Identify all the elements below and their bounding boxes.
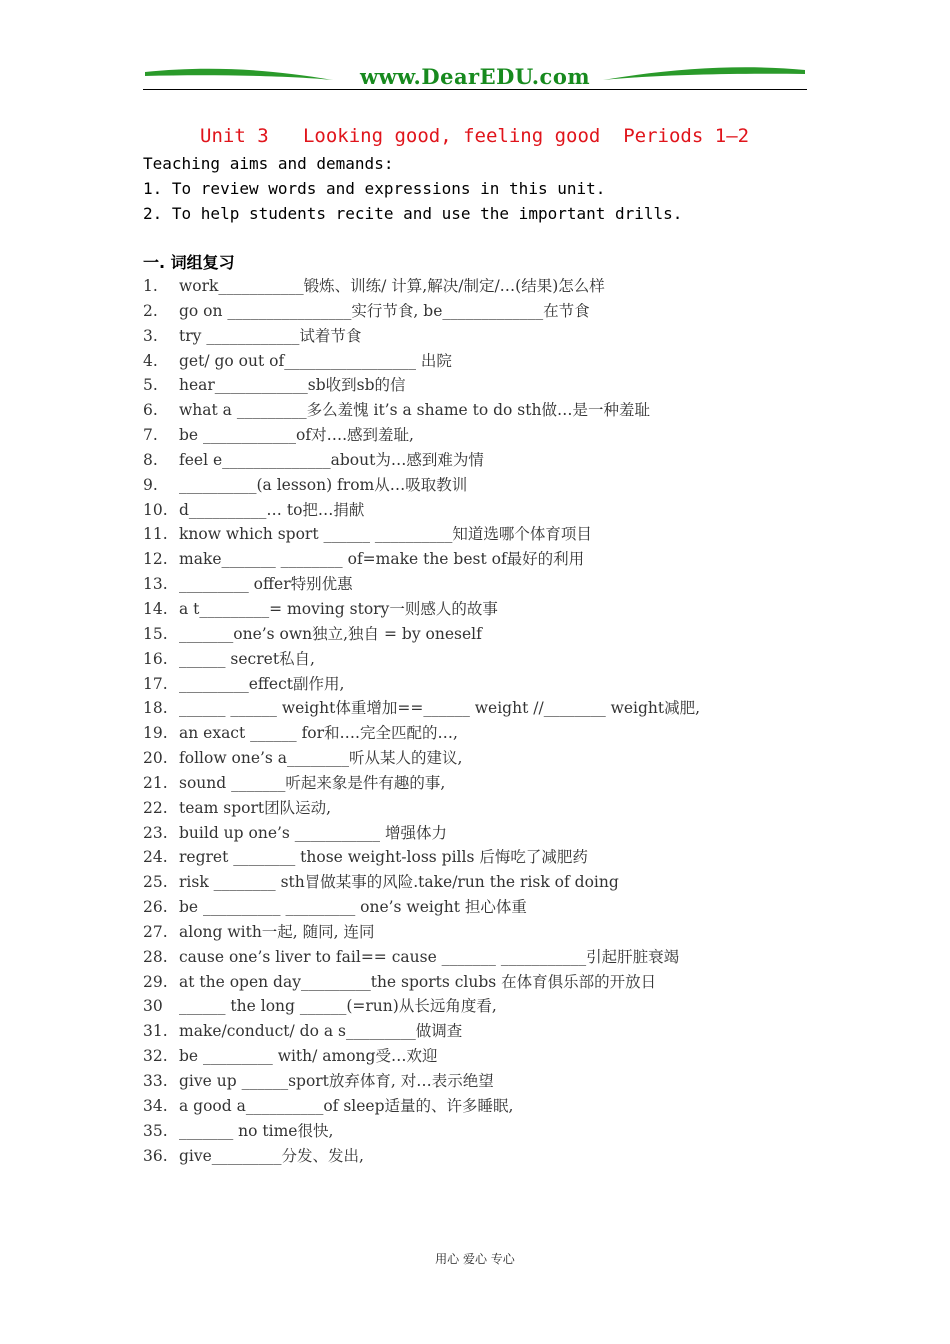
item-text: along with一起, 随同, 连同 (179, 922, 375, 941)
list-item (143, 994, 807, 1019)
list-item (143, 622, 807, 647)
item-number: 21. (143, 773, 168, 792)
list-item (143, 1119, 807, 1144)
list-item (143, 274, 807, 299)
item-number: 7. (143, 426, 158, 445)
item-number: 16. (143, 649, 168, 668)
list-item (143, 845, 807, 870)
list-item (143, 821, 807, 846)
list-item (143, 349, 807, 374)
item-text: work___________锻炼、训练/ 计算,解决/制定/…(结果)怎么样 (179, 277, 605, 295)
phrase-list (143, 274, 807, 1168)
list-item (143, 796, 807, 821)
list-item (143, 895, 807, 920)
item-number: 9. (143, 475, 158, 494)
list-item (143, 920, 807, 945)
list-item (143, 1019, 807, 1044)
list-item (143, 1044, 807, 1069)
list-item (143, 970, 807, 995)
item-text: team sport团队运动, (179, 798, 332, 817)
list-item (143, 1144, 807, 1169)
item-text: go on ________________实行节食, be_____________在节食 (179, 301, 590, 320)
item-text: be ____________of对….感到羞耻, (179, 426, 414, 445)
page-footer: 用心 爱心 专心 (435, 1252, 515, 1266)
item-number: 35. (143, 1121, 168, 1140)
item-number: 26. (143, 898, 168, 917)
item-number: 15. (143, 624, 168, 643)
item-number: 4. (143, 351, 158, 370)
list-item (143, 398, 807, 423)
item-number: 28. (143, 947, 168, 966)
list-item (143, 696, 807, 721)
item-number: 29. (143, 972, 168, 991)
item-text: __________(a lesson) from从…吸取教训 (179, 475, 468, 494)
list-item (143, 547, 807, 572)
list-item (143, 771, 807, 796)
item-number: 19. (143, 724, 168, 743)
item-number: 27. (143, 922, 168, 941)
item-text: give up ______sport放弃体育, 对…表示绝望 (179, 1072, 494, 1090)
item-text: d__________… to把…捐献 (179, 500, 365, 519)
section-heading: 一. 词组复习 (143, 253, 235, 272)
item-number: 14. (143, 599, 168, 618)
item-text: sound _______听起来象是件有趣的事, (179, 773, 446, 792)
list-item (143, 572, 807, 597)
list-item (143, 721, 807, 746)
list-item (143, 522, 807, 547)
item-text: ______ ______ weight体重增加==______ weight //________ weight减肥, (179, 699, 701, 718)
item-text: give_________分发、发出, (179, 1146, 364, 1165)
item-number: 33. (143, 1072, 168, 1090)
list-item (143, 299, 807, 324)
teaching-aims (143, 151, 682, 226)
list-item (143, 597, 807, 622)
item-text: regret ________ those weight-loss pills 后悔吃了减肥药 (179, 848, 588, 867)
item-number: 11. (143, 525, 168, 544)
item-number: 23. (143, 823, 168, 842)
item-text: build up one’s ___________ 增强体力 (179, 823, 447, 842)
item-text: a t_________= moving story一则感人的故事 (179, 599, 498, 618)
item-text: _______ no time很快, (179, 1121, 334, 1140)
page-title: Unit 3 Looking good, feeling good Periods 1—2 (200, 125, 750, 147)
list-item (143, 870, 807, 895)
item-text: try ____________试着节食 (179, 326, 362, 345)
item-text: what a _________多么羞愧 it’s a shame to do sth做…是一种羞耻 (179, 401, 650, 420)
aim-item: 2. To help students recite and use the important drills. (143, 204, 683, 223)
item-number: 34. (143, 1096, 168, 1115)
list-item (143, 473, 807, 498)
list-item (143, 498, 807, 523)
item-text: _______one’s own独立,独自 = by oneself (179, 624, 482, 643)
item-text: get/ go out of_________________ 出院 (179, 351, 452, 370)
item-number: 20. (143, 749, 168, 768)
list-item (143, 945, 807, 970)
item-number: 2. (143, 301, 158, 320)
item-number: 10. (143, 500, 168, 519)
item-text: ______ secret私自, (179, 649, 315, 668)
item-number: 8. (143, 450, 158, 469)
item-text: follow one’s a________听从某人的建议, (179, 749, 463, 768)
aim-item: 1. To review words and expressions in this unit. (143, 179, 606, 198)
item-number: 1. (143, 277, 158, 295)
item-number: 30 (143, 997, 163, 1016)
item-number: 24. (143, 848, 168, 867)
site-name: www.DearEDU.com (359, 64, 591, 89)
item-number: 22. (143, 798, 168, 817)
item-number: 31. (143, 1022, 168, 1041)
list-item (143, 324, 807, 349)
item-number: 36. (143, 1146, 168, 1165)
aims-heading: Teaching aims and demands: (143, 154, 394, 173)
item-number: 32. (143, 1047, 168, 1066)
item-number: 3. (143, 326, 158, 345)
list-item (143, 672, 807, 697)
item-text: _________effect副作用, (179, 674, 345, 693)
item-text: make_______ ________ of=make the best of最好的利用 (179, 550, 585, 569)
item-number: 12. (143, 550, 168, 569)
list-item (143, 1069, 807, 1094)
item-text: know which sport ______ __________知道选哪个体育项目 (179, 525, 592, 544)
item-text: an exact ______ for和….完全匹配的…, (179, 724, 458, 743)
item-text: make/conduct/ do a s_________做调查 (179, 1022, 463, 1041)
item-text: risk ________ sth冒做某事的风险.take/run the risk of doing (179, 873, 619, 892)
list-item (143, 647, 807, 672)
item-number: 25. (143, 873, 168, 892)
item-number: 5. (143, 376, 158, 395)
list-item (143, 1094, 807, 1119)
item-text: _________ offer特别优惠 (179, 575, 353, 594)
header-rule (143, 89, 807, 90)
item-text: feel e______________about为…感到难为情 (179, 450, 484, 469)
item-number: 6. (143, 401, 158, 420)
list-item (143, 373, 807, 398)
item-text: ______ the long ______(=run)从长远角度看, (179, 997, 497, 1016)
list-item (143, 448, 807, 473)
item-number: 18. (143, 699, 168, 718)
item-text: a good a__________of sleep适量的、许多睡眠, (179, 1096, 514, 1115)
item-number: 13. (143, 575, 168, 594)
list-item (143, 746, 807, 771)
list-item (143, 423, 807, 448)
item-text: hear____________sb收到sb的信 (179, 376, 406, 395)
item-number: 17. (143, 674, 168, 693)
item-text: be _________ with/ among受…欢迎 (179, 1047, 438, 1066)
site-banner (143, 62, 807, 92)
item-text: cause one’s liver to fail== cause _______ ___________引起肝脏衰竭 (179, 947, 680, 966)
item-text: at the open day_________the sports clubs 在体育俱乐部的开放日 (179, 972, 657, 991)
item-text: be __________ _________ one’s weight 担心体重 (179, 898, 527, 917)
